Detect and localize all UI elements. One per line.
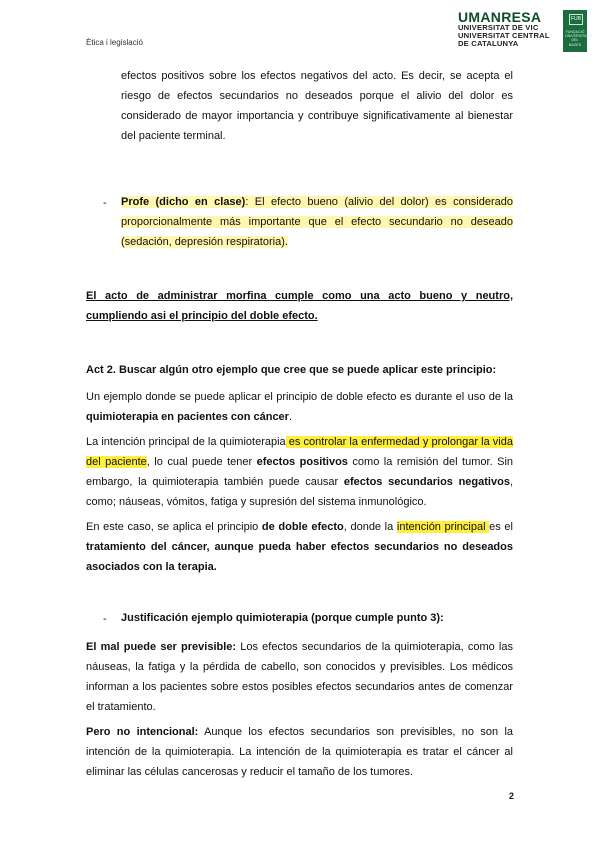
list-dash-profe: - [103, 197, 107, 209]
page-number: 2 [508, 791, 514, 801]
mal-text: Los efectos secundarios de la quimioterapia, como las náuseas, la fatiga y la pérdida de cabello, son conocidos y previsibles. Los médicos informan a los pacientes sobre estos posibles efectos secundarios antes de comenzar el tratamiento. [86, 641, 513, 713]
mal-label: El mal puede ser previsible: [86, 641, 237, 653]
pero-text: Aunque los efectos secundarios son previsibles, no son la intención de la quimioterapia. La intención de la quimioterapia es tratar el cáncer al eliminar las células cancerosas y reducir el tamaño de los tumores. [86, 726, 514, 778]
ex2-f: , como; náuseas, vómitos, fatiga y supresión del sistema inmunológico. [86, 476, 513, 508]
logo-sub-2: UNIVERSITAT CENTRAL [458, 30, 550, 40]
ex2-a: La intención principal de la quimioterapia [86, 436, 286, 448]
list-dash-justificacion: - [103, 613, 107, 625]
university-logo [458, 9, 593, 56]
ex3-b: de doble efecto [261, 521, 344, 533]
profe-label: Profe (dicho en clase) [121, 196, 246, 208]
ex3-e: tratamiento del cáncer, aunque pueda haber efectos secundarios no deseados asociados con la terapia. [86, 541, 513, 573]
paragraph-example-2 [86, 432, 513, 512]
header-course-title: Ètica i legislació [86, 38, 143, 47]
ex2-highlight: es controlar la enfermedad y prolongar la vida del paciente [86, 436, 513, 468]
ex1-a: Un ejemplo donde se puede aplicar el principio de doble efecto es durante el uso de la [86, 391, 513, 403]
fub-caption: FUNDACIÓ UNIVERSITÀRIA DEL BAGES [565, 30, 593, 47]
ex3-a: En este caso, se aplica el principio [86, 521, 262, 533]
ex1-b: quimioterapia en pacientes con cáncer [86, 411, 289, 423]
paragraph-mal-previsible [86, 637, 513, 717]
pero-label: Pero no intencional: [86, 726, 199, 738]
ex3-highlight: intención principal [396, 521, 490, 533]
justificacion-heading: Justificación ejemplo quimioterapia (porque cumple punto 3): [121, 612, 444, 624]
fub-mark: FUB [569, 14, 583, 25]
logo-name: UMANRESA [458, 9, 542, 25]
conclusion-line [86, 286, 513, 326]
ex3-d: es el [489, 521, 513, 533]
paragraph-no-intencional [86, 722, 513, 782]
logo-sub-3: DE CATALUNYA [458, 38, 519, 48]
ex3-c: , donde la [343, 521, 397, 533]
profe-text: : El efecto bueno (alivio del dolor) es considerado proporcionalmente más importante que el efecto secundario no deseado (sedación, depresión respiratoria). [121, 196, 514, 248]
act2-heading: Act 2. Buscar algún otro ejemplo que cree que se puede aplicar este principio: [86, 364, 497, 376]
ex1-c: . [288, 411, 293, 423]
ex2-b: , lo cual puede tener [146, 456, 257, 468]
paragraph-profe [121, 192, 513, 252]
paragraph-intro: efectos positivos sobre los efectos negativos del acto. Es decir, se acepta el riesgo de efectos secundarios no deseados porque el alivio del dolor es considerado de mayor importancia y contribuye significativamente al bienestar del paciente terminal. [121, 70, 513, 142]
paragraph-example-1 [86, 387, 513, 427]
fub-logo [563, 10, 593, 52]
paragraph-example-3 [86, 517, 513, 577]
ex2-c: efectos positivos [256, 456, 348, 468]
conclusion-text: El acto de administrar morfina cumple como una acto bueno y neutro, cumpliendo asi el principio del doble efecto. [86, 290, 513, 322]
ex2-d: como la remisión del tumor. Sin embargo, la quimioterapia también puede causar [86, 456, 514, 488]
ex2-e: efectos secundarios negativos [343, 476, 510, 488]
logo-sub-1: UNIVERSITAT DE VIC [458, 23, 539, 32]
